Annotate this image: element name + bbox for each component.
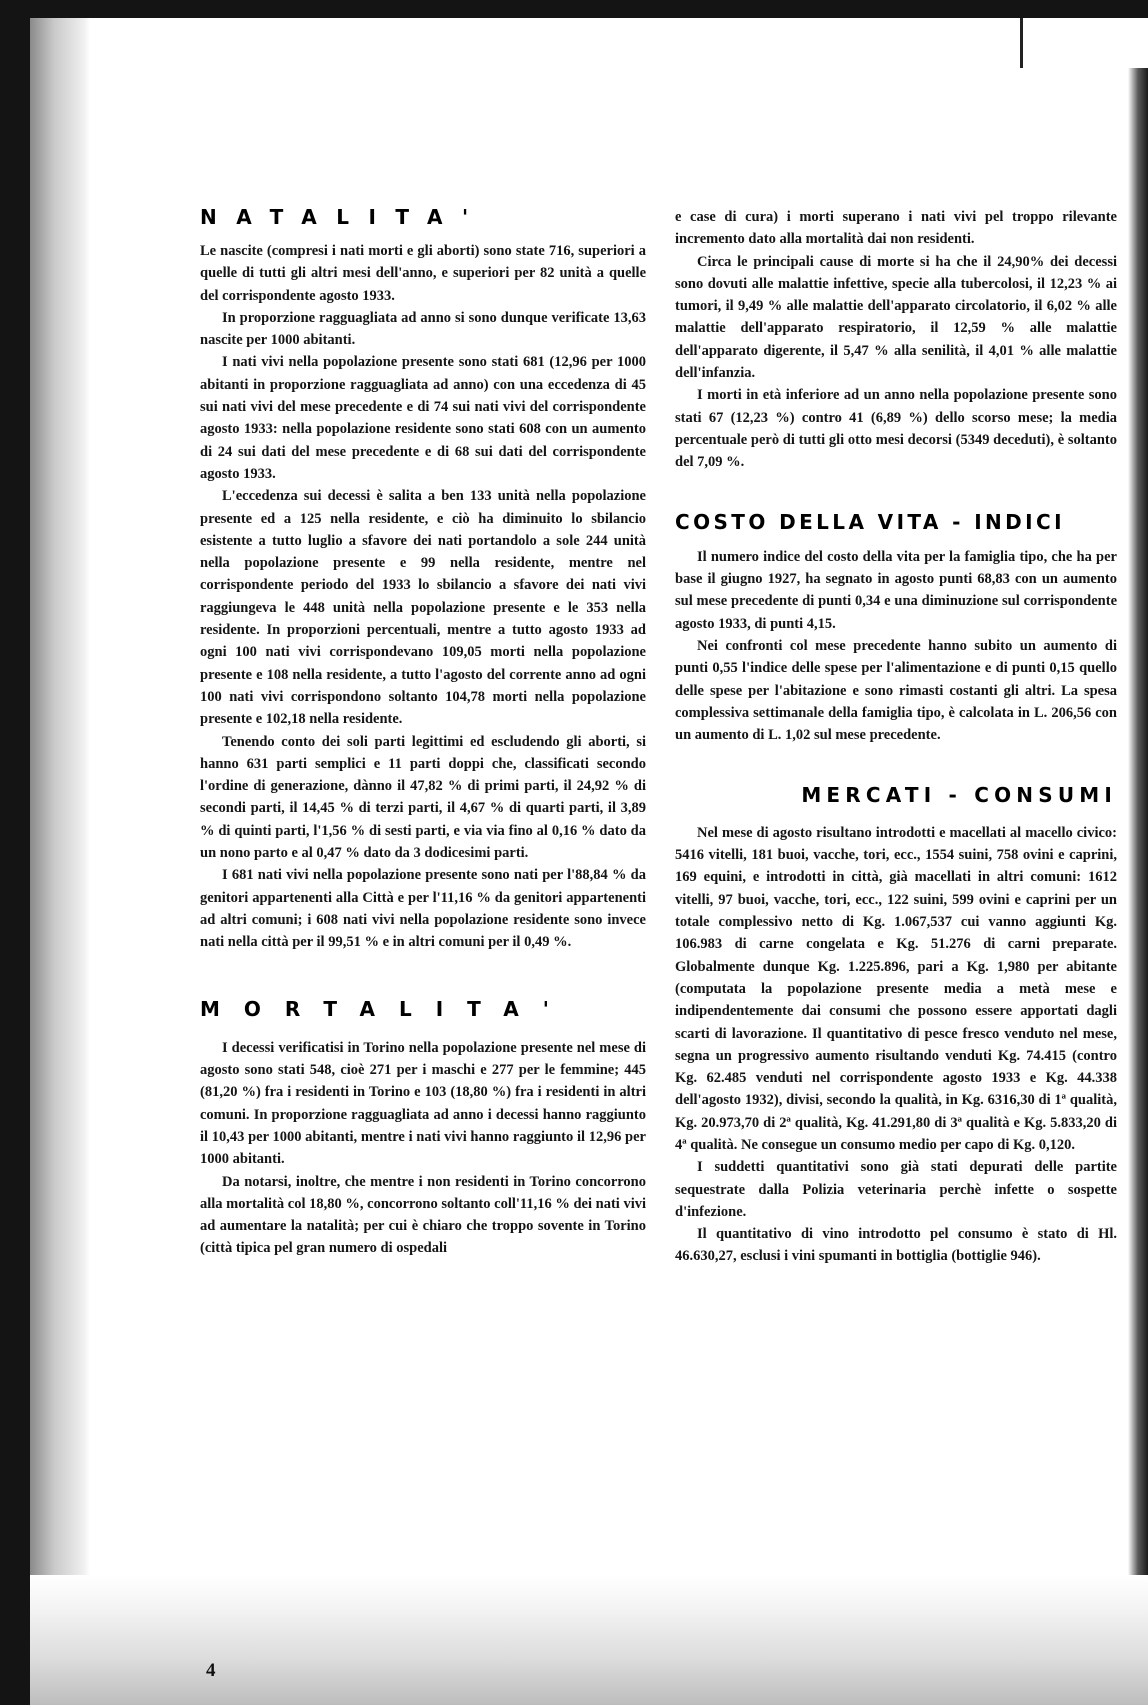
mercati-consumi-heading: MERCATI - CONSUMI [801, 782, 1117, 807]
natalita-paragraph: I nati vivi nella popolazione presente sono stati 681 (12,96 per 1000 abitanti in proporzione ragguagliata ad anno) con una eccedenza di 45 sui nati vivi del mese precedente e di 74 sui nati vivi del corrispondente agosto 1933: nella popolazione residente sono stati 608 con un aumento di 24 sui dati del mese precedente e di 68 sui dati del corrispondente agosto 1933. [200, 354, 646, 482]
mortalita-heading: MORTALITA' [200, 996, 573, 1021]
natalita-paragraph: In proporzione ragguagliata ad anno si sono dunque verificate 13,63 nascite per 1000 abitanti. [200, 309, 646, 349]
mercati-consumi-paragraph: Nel mese di agosto risultano introdotti e macellati al macello civico: 5416 vitelli, 181 buoi, vacche, tori, ecc., 1554 suini, 758 ovini e caprini, 169 equini, e introdotti in città, già macellati in altri comuni: 1612 vitelli, 97 buoi, vacche, tori, ecc., 122 suini, 599 ovini e caprini per un totale complessivo netto di Kg. 1.067,537 cui vanno aggiunti Kg. 106.983 di carne congelata e Kg. 51.276 di carni preparate. Globalmente dunque Kg. 1.225.896, pari a Kg. 1,980 per abitante (computata la popolazione presente media a metà mese e indipendentemente dai consumi che possono essere apportati dagli scarti di lavorazione. Il quantitativo di pesce fresco venduto nel mese, segna un progressivo aumento risultando venduti Kg. 74.415 (contro Kg. 62.485 venduti nel corrispondente agosto 1933 e Kg. 44.338 dell'agosto 1932), divisi, secondo la qualità, in Kg. 6316,30 di 1ª qualità, Kg. 20.973,70 di 2ª qualità, Kg. 41.291,80 di 3ª qualità e Kg. 5.833,20 di 4ª qualità. Ne consegue un consumo medio per capo di Kg. 0,120. [675, 824, 1117, 1153]
costo-vita-heading: COSTO DELLA VITA - INDICI [675, 509, 1065, 534]
page-number: 4 [206, 1660, 216, 1681]
mortalita-paragraph: Da notarsi, inoltre, che mentre i non residenti in Torino concorrono alla mortalità col 18,80 %, concorrono soltanto coll'11,16 % dei nati vivi ad aumentare la natalità; per cui è chiaro che troppo sovente in Torino (città tipica pel gran numero di ospedali [200, 1173, 646, 1257]
page-corner-tab [1020, 18, 1148, 68]
scan-shadow-left [30, 18, 90, 1705]
mortalita-continued-paragraph: e case di cura) i morti superano i nati vivi pel troppo rilevante incremento dato alla mortalità dai non residenti. [675, 209, 1117, 248]
mortalita-continued-paragraph: I morti in età inferiore ad un anno nella popolazione presente sono stati 67 (12,23 %) contro 41 (6,89 %) dello scorso mese; la media percentuale però di tutti gli otto mesi decorsi (5349 deceduti), è soltanto del 7,09 %. [675, 387, 1117, 471]
mortalita-continued-paragraph: Circa le principali cause di morte si ha che il 24,90% dei decessi sono dovuti alle malattie infettive, specie alla tubercolosi, il 12,23 % ai tumori, il 9,49 % alle malattie dell'apparato circolatorio, il 6,02 % alle malattie dell'apparato respiratorio, il 12,59 % alle malattie dell'apparato digerente, il 5,47 % alla senilità, il 4,01 % alle malattie dell'infanzia. [675, 253, 1117, 382]
mortalita-paragraph: I decessi verificatisi in Torino nella popolazione presente nel mese di agosto sono stati 548, cioè 271 per i maschi e 277 per le femmine; 445 (81,20 %) fra i residenti in Torino e 103 (18,80 %) fra i residenti in altri comuni. In proporzione ragguagliata ad anno i decessi hanno raggiunto il 10,43 per 1000 abitanti, mentre i nati vivi hanno raggiunto il 12,96 per 1000 abitanti. [200, 1039, 646, 1168]
natalita-paragraph: L'eccedenza sui decessi è salita a ben 133 unità nella popolazione presente ed a 125 nella residente, e ciò ha diminuito lo sbilancio esistente a tutto luglio a sfavore dei nati portandolo a sole 244 unità nella popolazione presente e 99 nella residente, mentre nel corrispondente periodo del 1933 lo sbilancio a sfavore dei nati vivi raggiungeva le 448 unità nella popolazione presente e le 353 nella residente. In proporzioni percentuali, mentre a tutto agosto 1933 ad ogni 100 nati vivi corrispondevano 109,05 morti nella popolazione presente e 108 nella residente, a tutto l'agosto del corrente anno ad ogni 100 nati vivi corrispondono soltanto 104,78 morti nella popolazione presente e 102,18 nella residente. [200, 488, 646, 728]
natalita-heading: NATALITA' [200, 205, 488, 229]
right-column [675, 206, 1117, 1268]
scan-shadow-bottom [30, 1575, 1148, 1705]
natalita-paragraph: Le nascite (compresi i nati morti e gli aborti) sono state 716, superiori a quelle di tutti gli altri mesi dell'anno, e superiori per 82 unità a quelle del corrispondente agosto 1933. [200, 243, 646, 304]
scan-shadow-right [1128, 18, 1148, 1705]
natalita-paragraph: Tenendo conto dei soli parti legittimi ed escludendo gli aborti, si hanno 631 parti semplici e 11 parti doppi che, classificati secondo l'ordine di generazione, dànno il 47,82 % di primi parti, il 24,92 % di secondi parti, il 14,45 % di terzi parti, il 4,67 % di quarti parti, il 3,89 % di quinti parti, l'1,56 % di sesti parti, e via via fino al 0,16 % dato da un nono parto e al 0,47 % dato da 3 dodicesimi parti. [200, 733, 646, 862]
mercati-consumi-paragraph: Il quantitativo di vino introdotto pel consumo è stato di Hl. 46.630,27, esclusi i vini spumanti in bottiglia (bottiglie 946). [675, 1226, 1117, 1265]
natalita-paragraph: I 681 nati vivi nella popolazione presente sono nati per l'88,84 % da genitori appartenenti alla Città e per l'11,16 % da genitori appartenenti ad altri comuni; i 608 nati vivi nella popolazione residente sono invece nati nella città per il 99,51 % e in altri comuni per il 0,49 %. [200, 867, 646, 951]
costo-vita-paragraph: Il numero indice del costo della vita per la famiglia tipo, che ha per base il giugno 1927, ha segnato in agosto punti 68,83 con un aumento sul mese precedente di punti 0,34 e una diminuzione sul corrispondente agosto 1933, di punti 4,15. [675, 548, 1117, 632]
left-column [200, 206, 646, 1260]
costo-vita-paragraph: Nei confronti col mese precedente hanno subito un aumento di punti 0,55 l'indice delle spese per l'alimentazione e di punti 0,15 quello delle spese per l'abitazione e sono rimasti costanti gli altri. La spesa complessiva settimanale della famiglia tipo, è calcolata in L. 206,56 con un aumento di L. 1,02 sul mese precedente. [675, 638, 1117, 744]
scanned-page [30, 18, 1148, 1705]
mercati-consumi-paragraph: I suddetti quantitativi sono già stati depurati delle partite sequestrate dalla Polizia veterinaria perchè infette o sospette d'infezione. [675, 1159, 1117, 1220]
